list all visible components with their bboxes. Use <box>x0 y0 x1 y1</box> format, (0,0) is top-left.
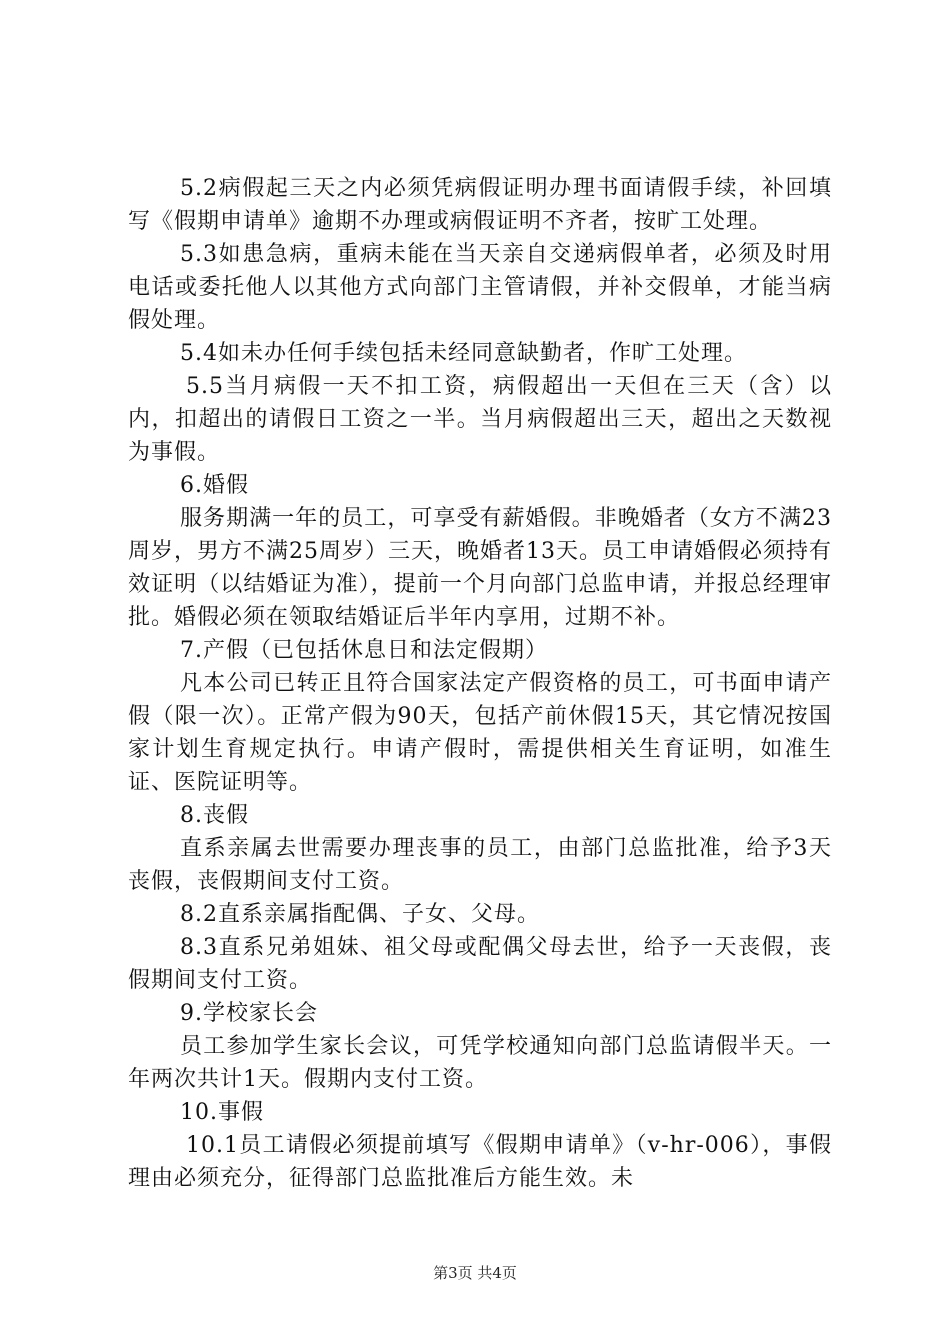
heading-personal-leave: 10.事假 <box>180 1100 264 1125</box>
paragraph-maternity-leave: 凡本公司已转正且符合国家法定产假资格的员工，可书面申请产假（限一次）。正常产假为90天，包括产前休假15天，其它情况按国家计划生育规定执行。申请产假时，需提供相关生育证明，如准生证、医院证明等。 <box>128 671 832 795</box>
paragraph-8-3: 8.3直系兄弟姐妹、祖父母或配偶父母去世，给予一天丧假，丧假期间支付工资。 <box>128 935 832 993</box>
paragraph-5-4: 5.4如未办任何手续包括未经同意缺勤者，作旷工处理。 <box>180 341 747 366</box>
paragraph-parent-meeting: 员工参加学生家长会议，可凭学校通知向部门总监请假半天。一年两次共计1天。假期内支付工资。 <box>128 1034 832 1092</box>
page-number: 第3页 共4页 <box>433 1264 517 1282</box>
paragraph-marriage-leave: 服务期满一年的员工，可享受有薪婚假。非晚婚者（女方不满23周岁，男方不满25周岁）三天，晚婚者13天。员工申请婚假必须持有效证明（以结婚证为准），提前一个月向部门总监申请，并报总经理审批。婚假必须在领取结婚证后半年内享用，过期不补。 <box>128 506 832 630</box>
document-body <box>128 172 832 1195</box>
heading-bereavement-leave: 8.丧假 <box>180 803 249 828</box>
heading-parent-meeting: 9.学校家长会 <box>180 1001 318 1026</box>
heading-maternity-leave: 7.产假（已包括休息日和法定假期） <box>180 638 548 663</box>
paragraph-10-1: 10.1员工请假必须提前填写《假期申请单》（v-hr-006），事假理由必须充分，征得部门总监批准后方能生效。未 <box>128 1133 832 1191</box>
heading-marriage-leave: 6.婚假 <box>180 473 249 498</box>
paragraph-5-3: 5.3如患急病，重病未能在当天亲自交递病假单者，必须及时用电话或委托他人以其他方式向部门主管请假，并补交假单，才能当病假处理。 <box>128 242 832 333</box>
paragraph-5-5: 5.5当月病假一天不扣工资，病假超出一天但在三天（含）以内，扣超出的请假日工资之一半。当月病假超出三天，超出之天数视为事假。 <box>128 374 832 465</box>
paragraph-bereavement-leave: 直系亲属去世需要办理丧事的员工，由部门总监批准，给予3天丧假，丧假期间支付工资。 <box>128 836 832 894</box>
paragraph-5-2: 5.2病假起三天之内必须凭病假证明办理书面请假手续，补回填写《假期申请单》逾期不办理或病假证明不齐者，按旷工处理。 <box>128 176 832 234</box>
paragraph-8-2: 8.2直系亲属指配偶、子女、父母。 <box>180 902 540 927</box>
